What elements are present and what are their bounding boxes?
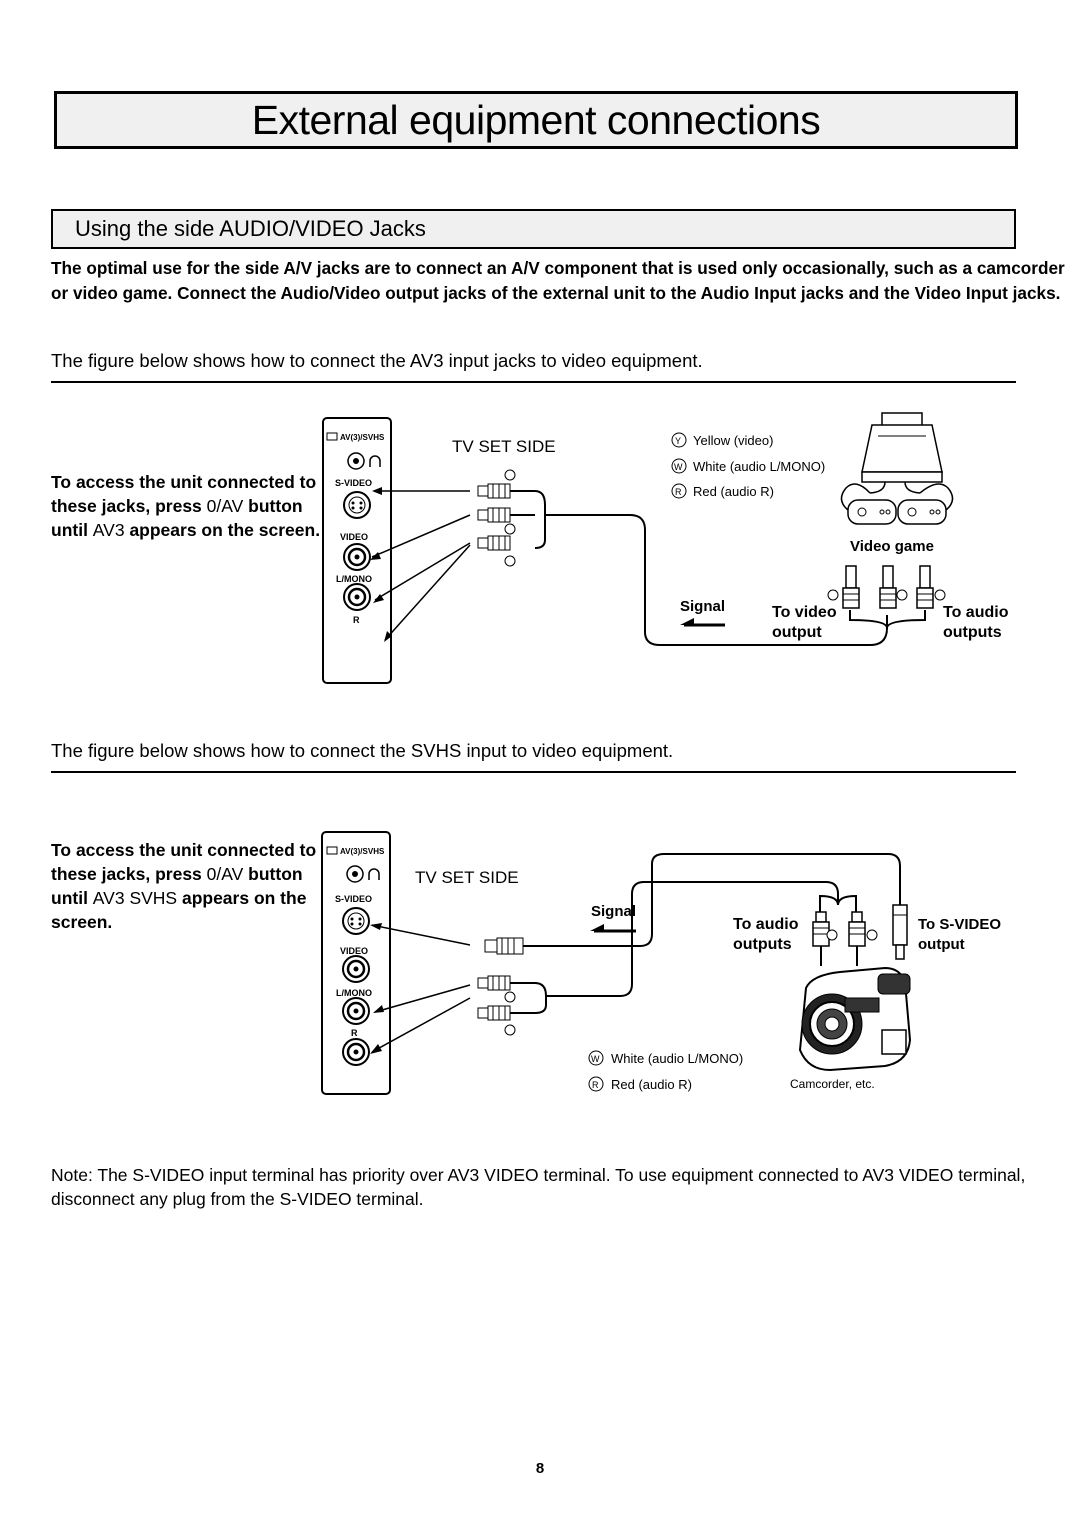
figure2-caption: The figure below shows how to connect the SVHS input to video equipment. [51,740,674,761]
figure1-to-video-1: To video [772,604,837,621]
figure2-access-text-2: button until [51,864,303,908]
figure2-panel-lmono: L/MONO [336,988,372,998]
figure2-device-label: Camcorder, etc. [790,1077,875,1091]
legend-yellow: Yellow (video) [693,433,774,448]
figure2-svideo-plug [485,938,523,954]
section-title: Using the side AUDIO/VIDEO Jacks [75,216,426,241]
figure2-access-text-3: appears on the screen. [51,888,307,932]
figure2-access-key: 0/AV [206,864,244,884]
figure1-svideo-port [344,492,370,518]
legend-r-letter: R [592,1080,599,1090]
figure2-panel-video: VIDEO [340,946,369,956]
camcorder-icon [800,968,910,1070]
signal-arrow-icon [590,924,636,931]
figure2-panel-header: AV(3)/SVHS [340,847,385,856]
figure1-to-audio-1: To audio [943,604,1009,621]
figure1-panel-lmono: L/MONO [336,574,372,584]
figure1-to-video-2: output [772,624,822,641]
figure1-tv-set-side: TV SET SIDE [452,437,556,456]
figure1-signal-label: Signal [680,598,726,615]
legend-red: Red (audio R) [693,484,774,499]
video-game-console-icon [841,413,952,524]
figure2-to-audio-2: outputs [733,936,792,953]
figure1-device-label: Video game [850,538,934,555]
legend-y-letter: Y [675,436,682,446]
figure2-color-legend [589,1051,743,1092]
figure1-video-port [344,544,370,570]
figure2-panel-r: R [351,1028,358,1038]
figure1-rca-plugs [478,470,515,566]
priority-note: Note: The S-VIDEO input terminal has priority over AV3 VIDEO terminal. To use equipment connected to AV3 VIDEO terminal, disconnect any plug from the S-VIDEO terminal. [51,1165,1026,1209]
figure1-output-plugs [828,566,945,608]
figure1-to-audio-2: outputs [943,624,1002,641]
figure2-r-port [343,1039,369,1065]
page-title-box [54,91,1018,149]
figure2-access-text-1: To access the unit connected to these jacks, press [51,840,317,884]
figure2-tv-side-panel [322,832,390,1094]
signal-arrow-icon [680,618,725,625]
legend-r-letter: R [675,487,682,497]
figure1-panel-r: R [353,615,360,625]
legend-w-letter: W [591,1054,600,1064]
figure2-svideo-jack [347,866,363,882]
figure1-panel-header: AV(3)/SVHS [340,433,385,442]
figure1-lmono-port [344,584,370,610]
page-title: External equipment connections [251,96,821,143]
gamepad-icon [848,500,896,524]
figure2-rca-plugs [478,976,515,1035]
legend-w-letter: W [674,462,683,472]
figure2-diagram [0,820,1080,1110]
figure2-to-audio-1: To audio [733,916,799,933]
figure1-tv-side-panel [323,418,391,683]
figure2-output-plugs [813,905,907,966]
figure1-rule [51,381,1016,383]
figure1-access-text-1: To access the unit connected to these jacks, press [51,472,317,516]
figure2-to-svideo-2: output [918,936,965,953]
figure2-lmono-port [343,998,369,1024]
figure1-diagram [0,400,1080,700]
figure1-access-mode: AV3 [92,520,125,540]
figure2-signal-label: Signal [591,903,637,920]
figure1-color-legend [672,433,825,499]
figure1-access-text-3: appears on the screen. [124,520,321,540]
figure2-to-svideo-1: To S-VIDEO [918,916,1002,933]
figure2-video-port [343,956,369,982]
figure2-tv-set-side: TV SET SIDE [415,868,519,887]
figure2-rule [51,771,1016,773]
legend-white: White (audio L/MONO) [611,1051,744,1066]
gamepad-icon [898,500,946,524]
figure1-caption: The figure below shows how to connect the AV3 input jacks to video equipment. [51,350,703,371]
intro-paragraph: The optimal use for the side A/V jacks are to connect an A/V component that is used only occasionally, such as a camcorder or video game. Connect the Audio/Video output jacks of the external unit to the Audio Input jacks and the Video Input jacks. [51,258,1065,303]
legend-white: White (audio L/MONO) [693,459,826,474]
figure1-svideo-jack [348,453,364,469]
figure2-svideo-port [343,908,369,934]
legend-red: Red (audio R) [611,1077,692,1092]
figure2-access-mode: AV3 SVHS [92,888,178,908]
figure1-panel-video: VIDEO [340,532,369,542]
figure2-panel-svideo: S-VIDEO [335,894,373,904]
page-number: 8 [535,1460,545,1477]
figure1-access-text-2: button until [51,496,303,540]
section-title-box [51,209,1016,249]
figure1-panel-svideo: S-VIDEO [335,478,373,488]
figure1-access-key: 0/AV [206,496,244,516]
